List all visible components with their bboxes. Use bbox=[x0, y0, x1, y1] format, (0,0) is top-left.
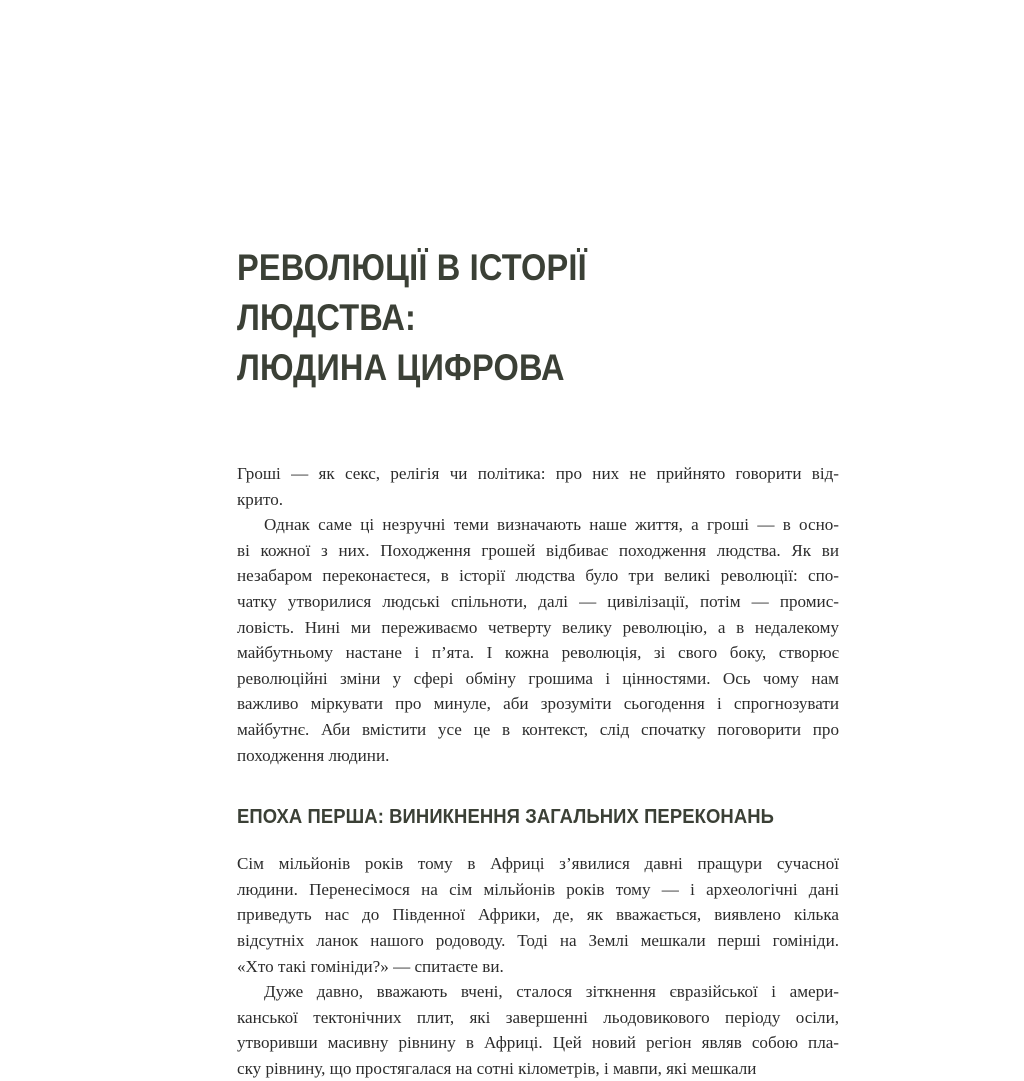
text-line: Дуже давно, вважають вчені, сталося зіткнення євразійської і амери- bbox=[264, 982, 839, 1002]
chapter-title-line-1: РЕВОЛЮЦІЇ В ІСТОРІЇ ЛЮДСТВА: bbox=[237, 247, 587, 338]
text-line: «Хто такі гомініди?» — спитаєте ви. bbox=[237, 956, 504, 976]
text-line: приведуть нас до Південної Африки, де, як вважається, виявлено кілька bbox=[237, 905, 839, 925]
text-line: походження людини. bbox=[237, 745, 390, 765]
chapter-title-line-2: ЛЮДИНА ЦИФРОВА bbox=[237, 347, 565, 388]
page-text-column bbox=[237, 0, 839, 1081]
text-line: майбутнє. Аби вмістити усе це в контекст, слід спочатку поговорити про bbox=[237, 719, 839, 739]
text-line: ску рівнину, що простягалася на сотні кілометрів, і мавпи, які мешкали bbox=[237, 1058, 757, 1078]
text-line: незабаром переконаєтеся, в історії людства було три великі революції: спо- bbox=[237, 566, 839, 586]
section-body bbox=[237, 851, 839, 1081]
section-heading-epoch-one: ЕПОХА ПЕРША: ВИНИКНЕННЯ ЗАГАЛЬНИХ ПЕРЕКОНАНЬ bbox=[237, 805, 775, 829]
text-line: важливо міркувати про минуле, аби зрозуміти сьогодення і спрогнозувати bbox=[237, 694, 839, 714]
text-line: крито. bbox=[237, 489, 284, 509]
intro-paragraph-1 bbox=[237, 461, 839, 512]
intro-paragraph-2 bbox=[237, 512, 839, 768]
text-line: утворивши масивну рівнину в Африці. Цей новий регіон являв собою пла- bbox=[237, 1033, 839, 1053]
section-paragraph-2 bbox=[237, 979, 839, 1081]
text-line: канської тектонічних плит, які завершенні льодовикового періоду осіли, bbox=[237, 1007, 839, 1027]
intro-body bbox=[237, 461, 839, 768]
text-line: ловість. Нині ми переживаємо четверту велику революцію, а в недалекому bbox=[237, 617, 839, 637]
text-line: Гроші — як секс, релігія чи політика: про них не прийнято говорити від- bbox=[237, 464, 839, 483]
text-line: відсутніх ланок нашого родоводу. Тоді на Землі мешкали перші гомініди. bbox=[237, 930, 839, 950]
text-line: майбутньому настане і п’ята. І кожна революція, зі свого боку, створює bbox=[237, 643, 839, 663]
section-paragraph-1 bbox=[237, 851, 839, 979]
text-line: ві кожної з них. Походження грошей відбиває походження людства. Як ви bbox=[237, 540, 839, 560]
text-line: революційні зміни у сфері обміну грошима і цінностями. Ось чому нам bbox=[237, 668, 839, 688]
text-line: Однак саме ці незручні теми визначають наше життя, а гроші — в осно- bbox=[264, 515, 839, 535]
text-line: Сім мільйонів років тому в Африці з’явилися давні пращури сучасної bbox=[237, 854, 839, 874]
text-line: чатку утворилися людські спільноти, далі — цивілізації, потім — промис- bbox=[237, 591, 839, 611]
chapter-title bbox=[237, 0, 767, 393]
text-line: людини. Перенесімося на сім мільйонів років тому — і археологічні дані bbox=[237, 879, 839, 899]
